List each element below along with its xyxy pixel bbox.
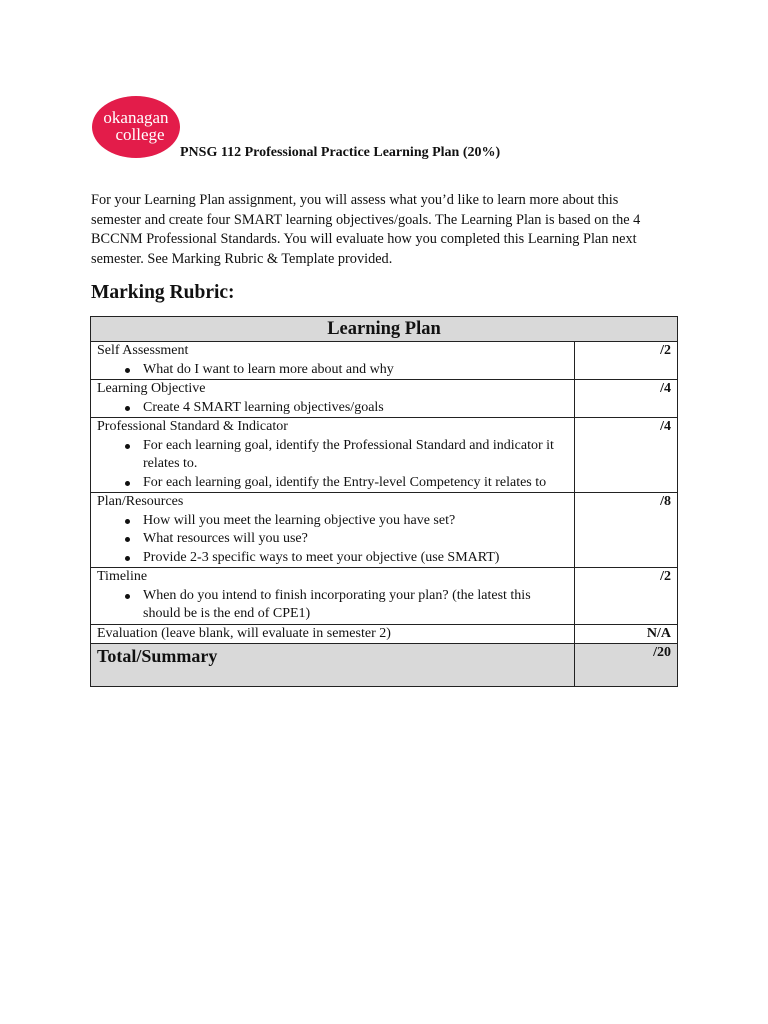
criterion-title: Self Assessment <box>97 343 189 358</box>
intro-line: semester. See Marking Rubric & Template provided. <box>91 250 393 267</box>
bullet-item: What resources will you use? <box>125 530 568 549</box>
intro-paragraph <box>91 191 681 269</box>
criterion-bullets <box>97 587 568 624</box>
table-row <box>91 568 678 625</box>
bullet-item: Create 4 SMART learning objectives/goals <box>125 399 568 418</box>
evaluation-label: Evaluation (leave blank, will evaluate in semester 2) <box>91 624 575 643</box>
criterion-title: Plan/Resources <box>97 494 184 509</box>
table-row <box>91 493 678 568</box>
total-label: Total/Summary <box>91 643 575 686</box>
score-cell: /8 <box>575 493 678 568</box>
criterion-bullets <box>97 512 568 568</box>
score-cell: /4 <box>575 380 678 418</box>
intro-line: For your Learning Plan assignment, you will assess what you’d like to learn more about this <box>91 192 619 208</box>
score-cell: /2 <box>575 342 678 380</box>
intro-line: BCCNM Professional Standards. You will evaluate how you completed this Learning Plan next <box>91 231 637 247</box>
marking-rubric-table <box>90 316 678 687</box>
criterion-cell <box>91 342 575 380</box>
evaluation-score: N/A <box>575 624 678 643</box>
score-cell: /4 <box>575 418 678 493</box>
okanagan-college-logo <box>92 96 182 158</box>
table-row <box>91 342 678 380</box>
table-row <box>91 380 678 418</box>
total-row <box>91 643 678 686</box>
document-title: PNSG 112 Professional Practice Learning Plan (20%) <box>180 145 501 160</box>
total-score: /20 <box>575 643 678 686</box>
criterion-cell <box>91 568 575 625</box>
intro-line: semester and create four SMART learning objectives/goals. The Learning Plan is based on the 4 <box>91 211 641 228</box>
bullet-item: For each learning goal, identify the Professional Standard and indicator it relates to. <box>125 437 568 474</box>
criterion-bullets <box>97 361 568 380</box>
table-header-row <box>91 317 678 342</box>
score-cell: /2 <box>575 568 678 625</box>
bullet-item: What do I want to learn more about and why <box>125 361 568 380</box>
criterion-cell <box>91 418 575 493</box>
criterion-cell <box>91 380 575 418</box>
table-header: Learning Plan <box>91 317 678 342</box>
criterion-cell <box>91 493 575 568</box>
evaluation-row <box>91 624 678 643</box>
logo-text-line1: okanagan <box>103 108 169 127</box>
criterion-bullets <box>97 437 568 493</box>
criterion-bullets <box>97 399 568 418</box>
bullet-item: How will you meet the learning objective you have set? <box>125 512 568 531</box>
bullet-item: For each learning goal, identify the Entry-level Competency it relates to <box>125 474 568 493</box>
bullet-item: When do you intend to finish incorporating your plan? (the latest this should be is the end of CPE1) <box>125 587 568 624</box>
criterion-title: Learning Objective <box>97 381 206 396</box>
bullet-item: Provide 2-3 specific ways to meet your objective (use SMART) <box>125 549 568 568</box>
table-row <box>91 418 678 493</box>
criterion-title: Professional Standard & Indicator <box>97 419 288 434</box>
criterion-title: Timeline <box>97 569 148 584</box>
rubric-heading: Marking Rubric: <box>91 282 235 303</box>
logo-text-line2: college <box>115 125 165 144</box>
